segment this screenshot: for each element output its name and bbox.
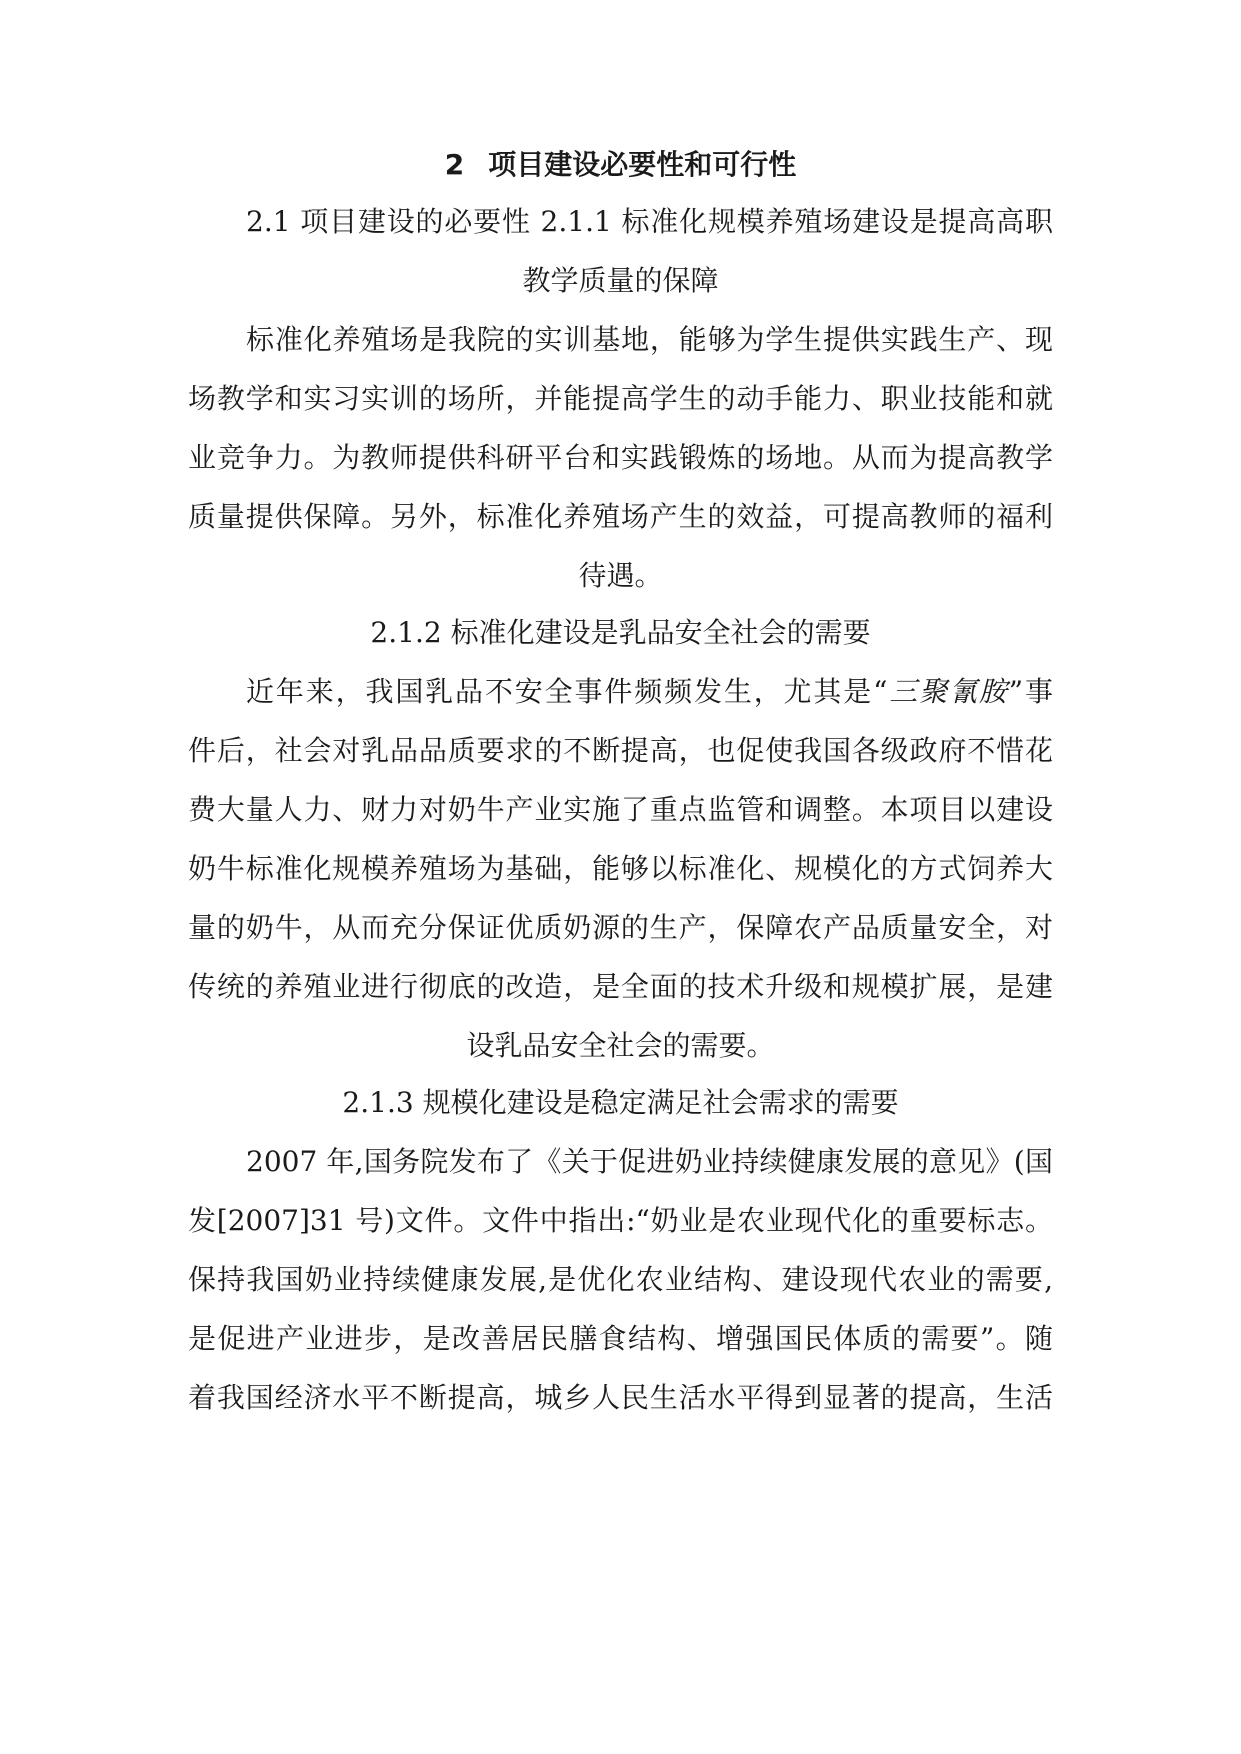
- paragraph-3-line: 是促进产业进步，是改善居民膳食结构、增强国民体质的需要”。随: [188, 1322, 1053, 1355]
- paragraph-3-line: 保持我国奶业持续健康发展,是优化农业结构、建设现代农业的需要,: [188, 1263, 1053, 1296]
- paragraph-2-line: 费大量人力、财力对奶牛产业实施了重点监管和调整。本项目以建设: [188, 793, 1053, 826]
- paragraph-3-line: 发[2007]31 号)文件。文件中指出:“奶业是农业现代化的重要标志。: [188, 1204, 1053, 1237]
- section-2-1-3-heading: 2.1.3 规模化建设是稳定满足社会需求的需要: [342, 1086, 899, 1119]
- paragraph-1-line: 质量提供保障。另外，标准化养殖场产生的效益，可提高教师的福利: [188, 500, 1053, 533]
- paragraph-2-line: 设乳品安全社会的需要。: [466, 1029, 775, 1062]
- paragraph-2-line: 量的奶牛，从而充分保证优质奶源的生产，保障农产品质量安全，对: [188, 911, 1053, 944]
- section-2-1-heading-line2: 教学质量的保障: [522, 264, 719, 297]
- chapter-number: 2: [444, 148, 465, 181]
- paragraph-2-text: 近年来，我国乳品不安全事件频频发生，尤其是“: [246, 675, 888, 708]
- paragraph-1-line: 场教学和实习实训的场所，并能提高学生的动手能力、职业技能和就: [188, 382, 1053, 415]
- paragraph-1-line: 业竞争力。为教师提供科研平台和实践锻炼的场地。从而为提高教学: [188, 441, 1053, 474]
- chapter-title: 项目建设必要性和可行性: [488, 148, 797, 181]
- paragraph-2-italic-term: 三聚氰胺: [887, 675, 1009, 708]
- paragraph-3-line: 着我国经济水平不断提高，城乡人民生活水平得到显著的提高，生活: [188, 1381, 1053, 1414]
- section-2-1-2-heading: 2.1.2 标准化建设是乳品安全社会的需要: [370, 616, 871, 649]
- chapter-heading: [188, 145, 1053, 185]
- paragraph-2-line: 奶牛标准化规模养殖场为基础，能够以标准化、规模化的方式饲养大: [188, 852, 1053, 885]
- paragraph-2-first-line: [188, 672, 1053, 712]
- paragraph-1-line: 标准化养殖场是我院的实训基地，能够为学生提供实践生产、现: [246, 323, 1053, 356]
- section-2-1-heading-line1: 2.1 项目建设的必要性 2.1.1 标准化规模养殖场建设是提高高职: [246, 205, 1053, 238]
- paragraph-3-line: 2007 年,国务院发布了《关于促进奶业持续健康发展的意见》(国: [246, 1145, 1053, 1178]
- paragraph-2-text: ”事: [1008, 675, 1053, 708]
- paragraph-2-line: 传统的养殖业进行彻底的改造，是全面的技术升级和规模扩展，是建: [188, 970, 1053, 1003]
- paragraph-1-line: 待遇。: [578, 559, 663, 592]
- paragraph-2-line: 件后，社会对乳品品质要求的不断提高，也促使我国各级政府不惜花: [188, 734, 1053, 767]
